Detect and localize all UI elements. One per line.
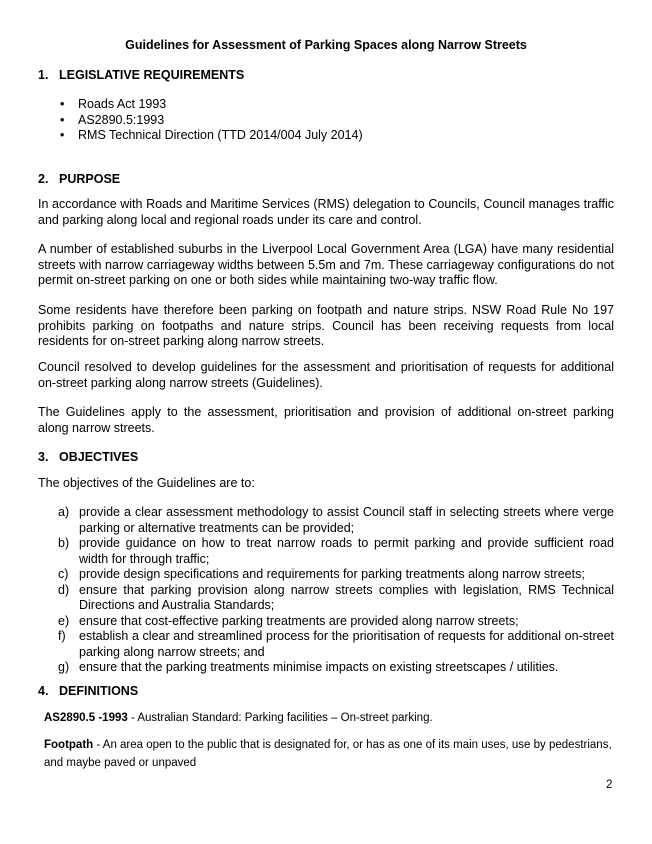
list-item: c) provide design specifications and requirements for parking treatments along narrow streets; [58,567,585,581]
list-item: f) establish a clear and streamlined process for the prioritisation of requests for additional on-street parking along narrow streets; and [58,629,614,659]
list-item: g) ensure that the parking treatments minimise impacts on existing streetscapes / utilities. [58,660,559,674]
definition-term: Footpath [44,739,94,751]
section-number: 4. [38,684,49,698]
section-title: DEFINITIONS [59,684,139,698]
list-item: e) ensure that cost-effective parking treatments are provided along narrow streets; [58,613,519,628]
bullet-icon: • [60,128,65,142]
paragraph: In accordance with Roads and Maritime Services (RMS) delegation to Councils, Council manages traffic and parking along local and regional roads under its care and control. [38,197,614,227]
section-number: 1. [38,68,49,82]
definition-text: - Australian Standard: Parking facilities – On-street parking. [127,712,433,724]
bullet-icon: • [60,112,65,127]
page-number: 2 [606,779,613,791]
list-item: d) ensure that parking provision along narrow streets complies with legislation, RMS Technical Directions and Australia Standards; [58,582,614,612]
paragraph: The Guidelines apply to the assessment, prioritisation and provision of additional on-street parking along narrow streets. [38,405,614,435]
section-number: 2. [38,172,49,186]
objectives-intro: The objectives of the Guidelines are to: [38,476,255,490]
paragraph: Some residents have therefore been parking on footpath and nature strips. NSW Road Rule No 197 prohibits parking on footpaths and nature strips. Council has been receiving requests from local residents for on-street parking along narrow streets. [38,303,614,348]
definition-item [44,709,614,727]
legislation-list [60,97,363,144]
paragraph: A number of established suburbs in the Liverpool Local Government Area (LGA) have many residential streets with narrow carriageway widths between 5.5m and 7m. These carriageway configurations do not permit on-street parking on one or both sides while maintaining two-way traffic flow. [38,242,614,287]
section-title: LEGISLATIVE REQUIREMENTS [59,68,245,82]
bullet-icon: • [60,97,65,111]
list-item: • AS2890.5:1993 [60,112,165,127]
definition-item [44,736,614,772]
definition-term: AS2890.5 -1993 [44,712,128,724]
section-number: 3. [38,450,49,464]
section-title: PURPOSE [59,172,121,186]
section-heading-legislative [38,68,244,82]
objectives-list [58,505,614,676]
section-heading-definitions [38,684,138,698]
section-title: OBJECTIVES [59,450,139,464]
definition-text: - An area open to the public that is designated for, or has as one of its main uses, use by pedestrians, and maybe paved or unpaved [44,739,612,769]
section-heading-objectives [38,450,138,464]
list-item: a) provide a clear assessment methodology to assist Council staff in selecting streets where verge parking or alternative treatments can be provided; [58,505,614,535]
page-title: Guidelines for Assessment of Parking Spaces along Narrow Streets [125,38,527,52]
section-heading-purpose [38,172,120,186]
paragraph: Council resolved to develop guidelines for the assessment and prioritisation of requests for additional on-street parking along narrow streets (Guidelines). [38,360,614,390]
list-item: • RMS Technical Direction (TTD 2014/004 July 2014) [60,128,363,142]
list-item: b) provide guidance on how to treat narrow roads to permit parking and provide sufficient road width for through traffic; [58,536,614,566]
list-item: • Roads Act 1993 [60,97,167,111]
